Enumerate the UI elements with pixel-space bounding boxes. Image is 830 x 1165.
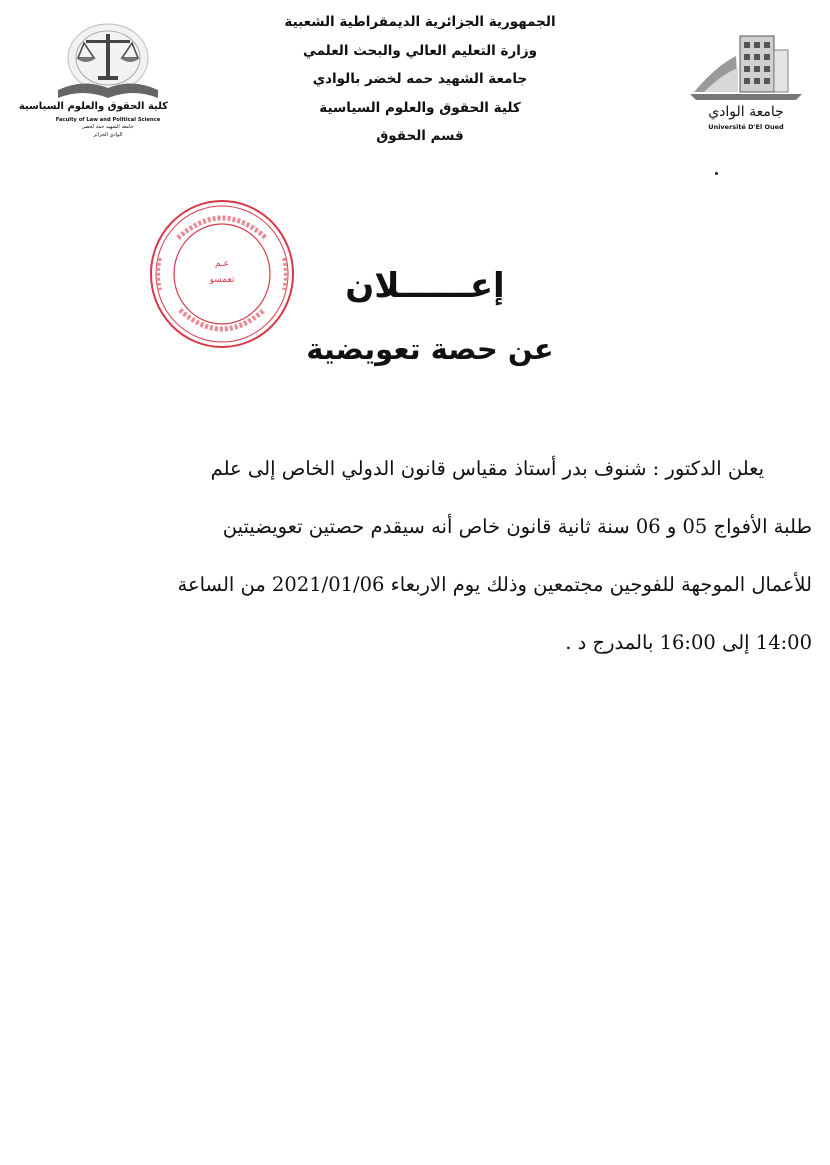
university-logo bbox=[686, 26, 806, 136]
header-faculty: كلية الحقوق والعلوم السياسية bbox=[319, 99, 521, 116]
faculty-logo-caption-city2: الوادي الجزائر bbox=[93, 132, 123, 138]
stamp-text-line2: تعمسو bbox=[209, 275, 235, 285]
header-department: قسم الحقوق bbox=[376, 128, 464, 144]
faculty-logo-caption-en: Faculty of Law and Political Science bbox=[55, 117, 161, 123]
faculty-logo-caption-city: جامعة الشهيد حمة لخضر bbox=[82, 124, 134, 130]
body-line-4: 14:00 إلى 16:00 بالمدرج د . bbox=[565, 631, 812, 654]
announcement-subtitle: عن حصة تعويضية bbox=[306, 332, 554, 366]
header-university: جامعة الشهيد حمه لخضر بالوادي bbox=[312, 71, 528, 87]
university-building-icon bbox=[686, 26, 806, 104]
scales-of-justice-icon bbox=[48, 18, 168, 102]
university-logo-caption-ar: جامعة الوادي bbox=[708, 104, 784, 120]
university-logo-caption-en: Université D'El Oued bbox=[708, 123, 784, 131]
body-line-1: يعلن الدكتور : شنوف بدر أستاذ مقياس قانون الدولي الخاص إلى علم bbox=[210, 457, 764, 480]
header-country: الجمهورية الجزائرية الديمقراطية الشعبية bbox=[284, 14, 556, 30]
stray-dot bbox=[715, 172, 718, 175]
faculty-logo-caption-ar: كلية الحقوق والعلوم السياسية bbox=[18, 101, 168, 112]
stamp-text bbox=[148, 256, 296, 288]
announcement-title: إعــــــلان bbox=[345, 266, 505, 306]
body-line-3: للأعمال الموجهة للفوجين مجتمعين وذلك يوم الاربعاء 2021/01/06 من الساعة bbox=[177, 573, 812, 596]
announcement-body bbox=[96, 440, 812, 672]
stamp-text-line1: عـم bbox=[215, 259, 229, 269]
faculty-logo bbox=[18, 18, 168, 143]
institution-header bbox=[250, 8, 590, 151]
body-line-2: طلبة الأفواج 05 و 06 سنة ثانية قانون خاص أنه سيقدم حصتين تعويضيتين bbox=[222, 515, 812, 538]
official-stamp bbox=[148, 198, 296, 350]
header-ministry: وزارة التعليم العالي والبحث العلمي bbox=[302, 42, 538, 59]
